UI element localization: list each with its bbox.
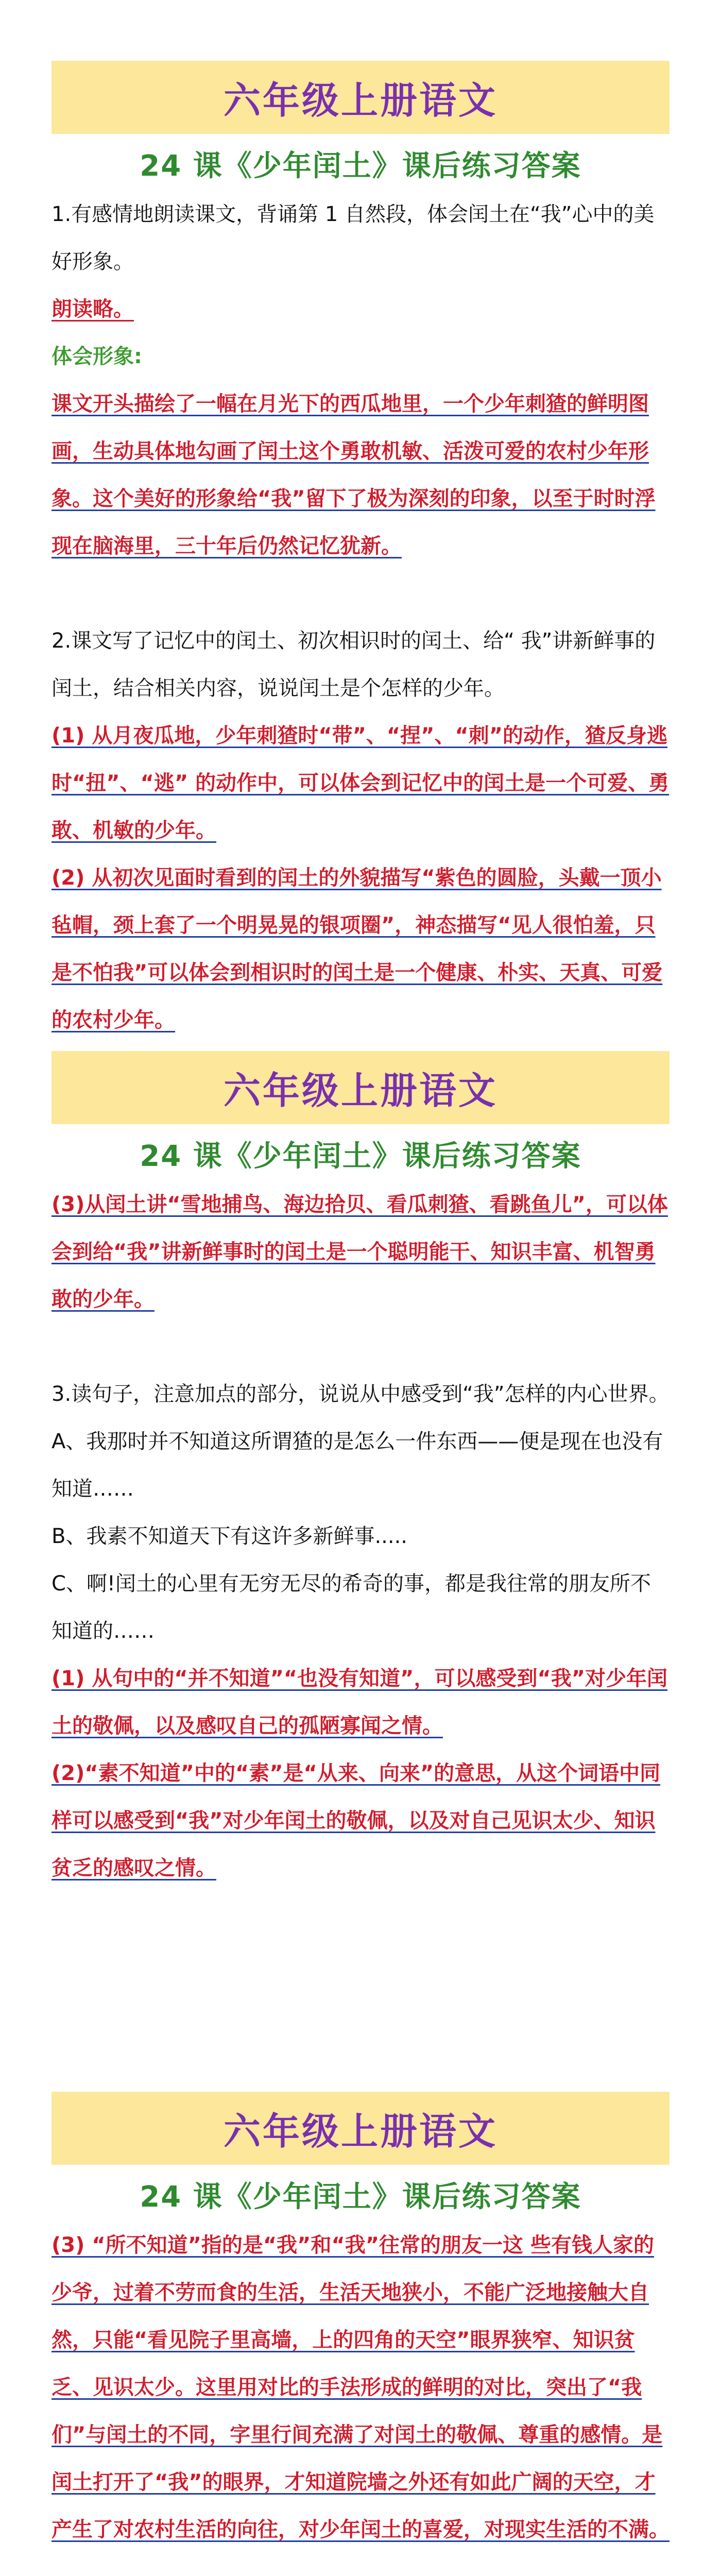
question-2: 2.课文写了记忆中的闰土、初次相识时的闰土、给“ 我”讲新鲜事的闰土，结合相关内容，说说闰土是个怎样的少年。 (52, 629, 656, 700)
answer-2-3-text: (3)从闰土讲“雪地捕鸟、海边拾贝、看瓜刺猹、看跳鱼儿”，可以体会到给“我”讲新鲜事时的闰土是一个聪明能干、知识丰富、机智勇敢的少年。 (52, 1193, 668, 1311)
answer-1-label: 体会形象: (52, 345, 142, 368)
answer-3-3-text: (3) “所不知道”指的是“我”和“我”往常的朋友一这 些有钱人家的少爷，过着不劳而食的生活，生活天地狭小，不能广泛地接触大自然，只能“看见院子里高墙，上的四角的天空”眼界狭窄、知识贫乏、见识太少。这里用对比的手法形成的鲜明的对比，突出了“我们”与闰土的不同，字里行间充满了对闰土的敬佩、尊重的感情。是闰土打开了“我”的眼界，才知道院墙之外还有如此广阔的天空，才产生了对农村生活的向往，对少年闰土的喜爱，对现实生活的不满。 (52, 2233, 670, 2541)
answer-3-2-text: (2)“素不知道”中的“素”是“从来、向来”的意思，从这个词语中同样可以感受到“我”对少年闰土的敬佩，以及对自己见识太少、知识贫乏的感叹之情。 (52, 1761, 661, 1880)
answer-3-1-text: (1) 从句中的“并不知道”“也没有知道”，可以感受到“我”对少年闰土的敬佩，以及感叹自己的孤陋寡闻之情。 (52, 1667, 668, 1738)
answer-1-body (52, 380, 670, 570)
title-banner (52, 2092, 670, 2165)
answer-2-2-text: (2) 从初次见面时看到的闰土的外貌描写“紫色的圆脸，头戴一顶小毡帽，颈上套了一个明晃晃的银项圈”，神态描写“见人很怕羞，只是不怕我”可以体会到相识时的闰土是一个健康、朴实、天真、可爱的农村少年。 (52, 866, 663, 1032)
question-3-c: C、啊!闰土的心里有无穷无尽的希奇的事，都是我往常的朋友所不知道的…… (52, 1572, 651, 1643)
banner-title: 六年级上册语文 (223, 2110, 497, 2153)
answer-2-3 (52, 1181, 670, 1323)
answer-2-1-text: (1) 从月夜瓜地，少年刺猹时“带”、“捏”、“刺”的动作，猹反身逃时“扭”、“逃” 的动作中，可以体会到记忆中的闰土是一个可爱、勇敢、机敏的少年。 (52, 724, 670, 842)
question-3-b: B、我素不知道天下有这许多新鲜事..... (52, 1524, 408, 1548)
section-2-content (52, 1181, 670, 1892)
lesson-subtitle: 24 课《少年闰土》课后练习答案 (140, 149, 581, 183)
banner-title: 六年级上册语文 (223, 1069, 497, 1112)
question-3-a: A、我那时并不知道这所谓猹的是怎么一件东西——便是现在也没有知道…… (52, 1430, 663, 1501)
answer-3-2 (52, 1750, 670, 1892)
title-banner (52, 1051, 670, 1124)
lesson-subtitle: 24 课《少年闰土》课后练习答案 (140, 1140, 581, 1173)
section-1-content (52, 191, 670, 1044)
banner-title: 六年级上册语文 (223, 79, 497, 122)
answer-1-body-text: 课文开头描绘了一幅在月光下的西瓜地里，一个少年刺猹的鲜明图画，生动具体地勾画了闰土这个勇敢机敏、活泼可爱的农村少年形象。这个美好的形象给“我”留下了极为深刻的印象，以至于时时浮现在脑海里，三十年后仍然记忆犹新。 (52, 392, 656, 558)
answer-3-3 (52, 2222, 670, 2553)
answer-1-read (52, 285, 670, 333)
spacer (52, 570, 670, 617)
section-3-content (52, 2222, 670, 2576)
answer-2-2 (52, 854, 670, 1044)
lesson-subtitle: 24 课《少年闰土》课后练习答案 (140, 2180, 581, 2214)
question-3: 3.读句子，注意加点的部分，说说从中感受到“我”怎样的内心世界。 (52, 1382, 670, 1406)
title-banner (52, 61, 670, 134)
answer-2-1 (52, 712, 670, 854)
question-1: 1.有感情地朗读课文，背诵第 1 自然段，体会闰土在“我”心中的美好形象。 (52, 202, 655, 274)
answer-1-read-text: 朗读略。 (52, 297, 134, 321)
spacer (52, 2553, 670, 2576)
spacer (52, 1323, 670, 1370)
answer-3-1 (52, 1655, 670, 1750)
